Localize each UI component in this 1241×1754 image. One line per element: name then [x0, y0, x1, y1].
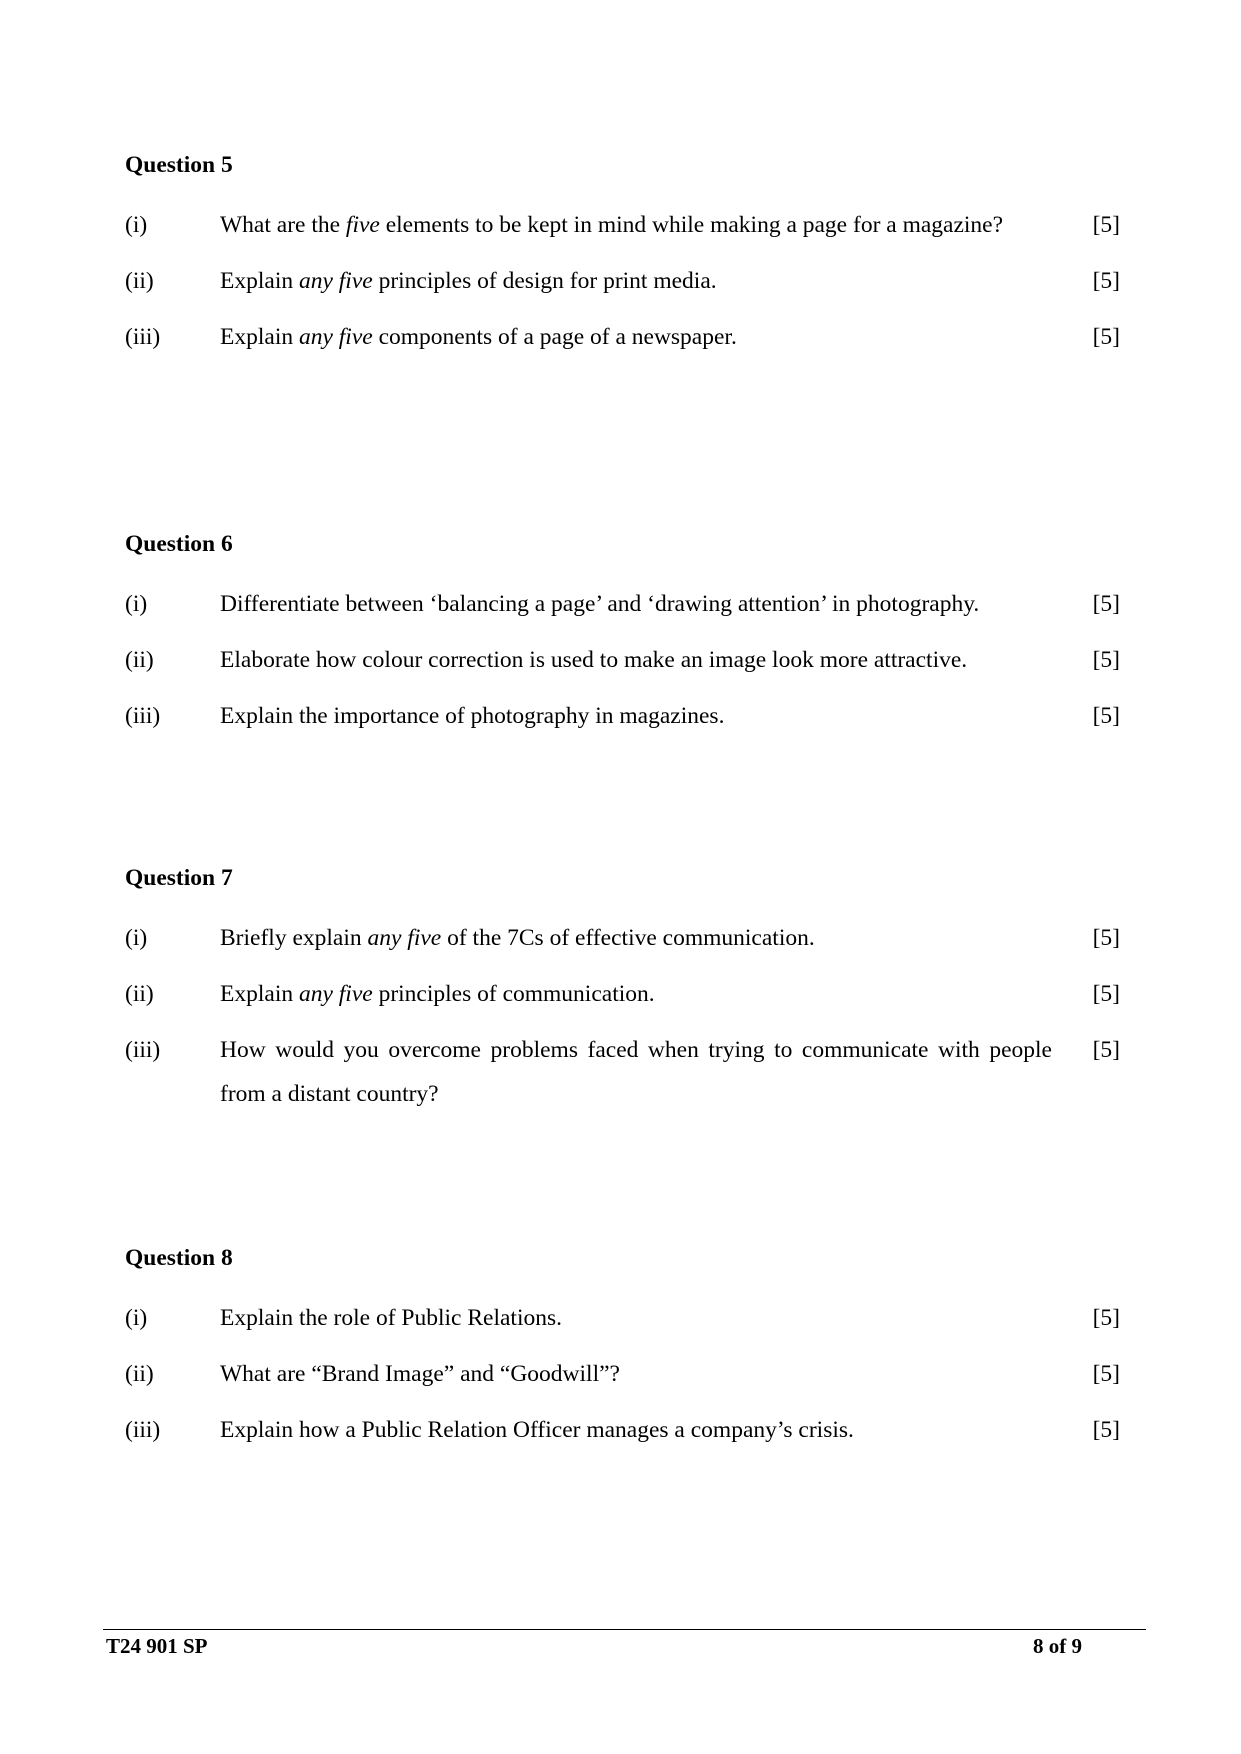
part-number: (ii)	[125, 268, 154, 294]
part-number: (iii)	[125, 1037, 161, 1063]
part-text: Differentiate between ‘balancing a page’ and ‘drawing attention’ in photography.	[220, 591, 980, 617]
question-part	[125, 972, 1120, 1016]
page-number: 8 of 9	[1033, 1634, 1082, 1658]
part-marks: [5]	[1092, 268, 1120, 294]
question-5	[125, 151, 1120, 359]
part-text: Explain the role of Public Relations.	[220, 1305, 562, 1331]
part-text: What are the five elements to be kept in mind while making a page for a magazine?	[220, 212, 1004, 238]
question-title: Question 8	[125, 1245, 233, 1271]
question-part	[125, 259, 1120, 303]
question-part	[125, 1296, 1120, 1340]
part-marks: [5]	[1092, 1361, 1120, 1387]
part-number: (ii)	[125, 981, 154, 1007]
part-text: How would you overcome problems faced when trying to communicate with people from a distant country?	[220, 1037, 1052, 1107]
question-part	[125, 203, 1120, 247]
question-8	[125, 1244, 1120, 1452]
part-marks: [5]	[1092, 925, 1120, 951]
footer-divider	[103, 1629, 1146, 1630]
part-number: (ii)	[125, 647, 154, 673]
part-text: Elaborate how colour correction is used to make an image look more attractive.	[220, 647, 968, 673]
question-part	[125, 694, 1120, 738]
part-text: Briefly explain any five of the 7Cs of effective communication.	[220, 925, 815, 951]
question-part	[125, 916, 1120, 960]
question-title: Question 5	[125, 152, 233, 178]
question-part	[125, 1408, 1120, 1452]
part-number: (iii)	[125, 703, 161, 729]
part-marks: [5]	[1092, 703, 1120, 729]
part-marks: [5]	[1092, 1417, 1120, 1443]
part-text: What are “Brand Image” and “Goodwill”?	[220, 1361, 620, 1387]
part-marks: [5]	[1092, 212, 1120, 238]
question-part	[125, 638, 1120, 682]
part-marks: [5]	[1092, 1305, 1120, 1331]
part-number: (iii)	[125, 324, 161, 350]
paper-code: T24 901 SP	[106, 1634, 208, 1658]
question-part	[125, 315, 1120, 359]
part-number: (i)	[125, 591, 148, 617]
part-text: Explain any five principles of communication.	[220, 981, 655, 1007]
question-part	[125, 1352, 1120, 1396]
question-7	[125, 864, 1120, 1116]
part-number: (i)	[125, 212, 148, 238]
part-text: Explain any five principles of design for print media.	[220, 268, 717, 294]
part-number: (ii)	[125, 1361, 154, 1387]
question-title: Question 6	[125, 531, 233, 557]
question-part	[125, 1028, 1120, 1116]
part-number: (i)	[125, 925, 148, 951]
part-number: (i)	[125, 1305, 148, 1331]
part-marks: [5]	[1092, 647, 1120, 673]
part-text: Explain any five components of a page of a newspaper.	[220, 324, 737, 350]
part-number: (iii)	[125, 1417, 161, 1443]
question-6	[125, 530, 1120, 738]
part-text: Explain the importance of photography in magazines.	[220, 703, 725, 729]
question-part	[125, 582, 1120, 626]
part-text: Explain how a Public Relation Officer manages a company’s crisis.	[220, 1417, 854, 1443]
part-marks: [5]	[1092, 1037, 1120, 1063]
part-marks: [5]	[1092, 591, 1120, 617]
part-marks: [5]	[1092, 324, 1120, 350]
question-title: Question 7	[125, 865, 233, 891]
part-marks: [5]	[1092, 981, 1120, 1007]
